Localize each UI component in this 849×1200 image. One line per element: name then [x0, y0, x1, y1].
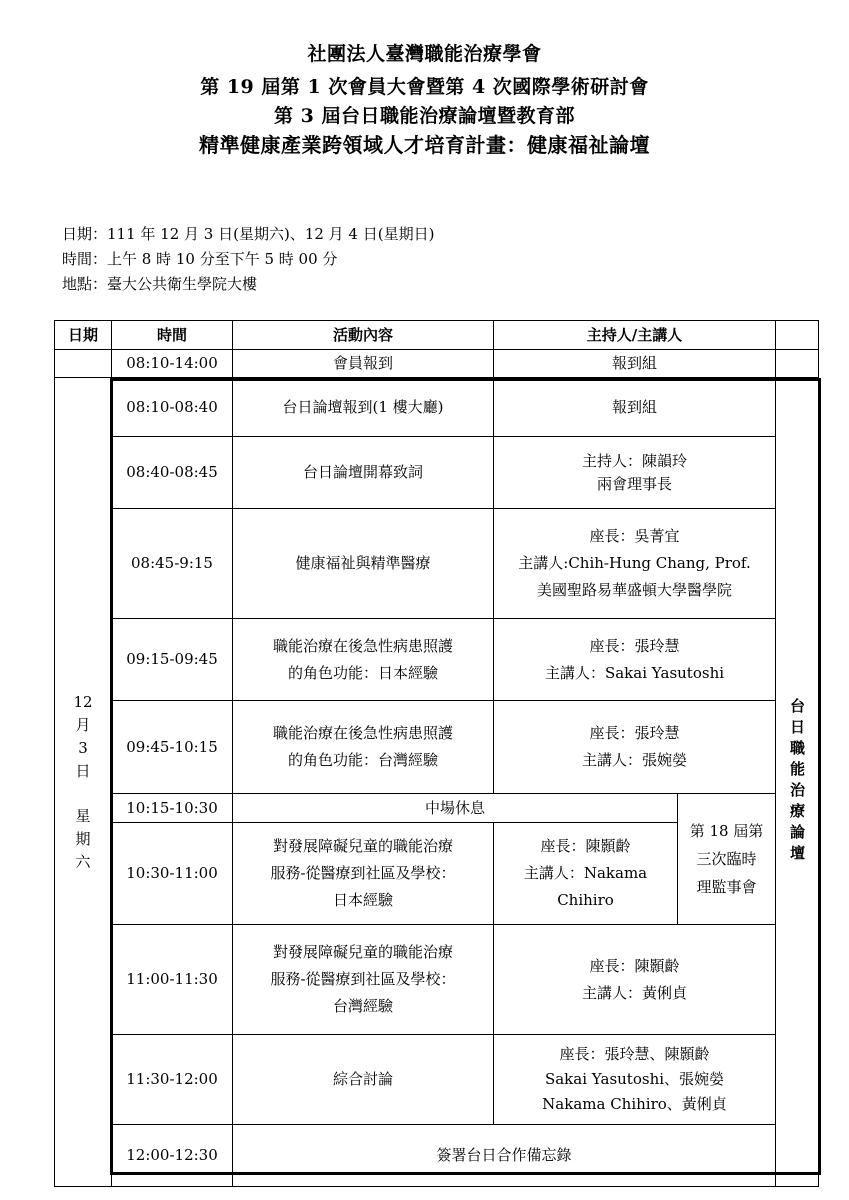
table-row [55, 437, 819, 509]
header-activity: 活動內容 [233, 321, 494, 350]
side-cell-blank [776, 350, 819, 378]
document-header [0, 40, 849, 160]
host-cell: 主持人：陳韻玲 兩會理事長 [494, 437, 776, 509]
table-row [55, 619, 819, 701]
event-meta [62, 222, 434, 297]
time-cell: 08:10-08:40 [112, 378, 233, 437]
event-title-1: 第 19 屆第 1 次會員大會暨第 4 次國際學術研討會 [200, 76, 649, 98]
activity-cell: 會員報到 [233, 350, 494, 378]
activity-cell: 綜合討論 [233, 1035, 494, 1125]
board-meeting-cell: 第 18 屆第 三次臨時 理監事會 [678, 794, 776, 925]
event-date: 日期：111 年 12 月 3 日(星期六)、12 月 4 日(星期日) [62, 225, 435, 243]
table-row [55, 925, 819, 1035]
activity-cell: 台日論壇開幕致詞 [233, 437, 494, 509]
date-cell-blank [55, 350, 112, 378]
table-row [55, 378, 819, 437]
header-date: 日期 [55, 321, 112, 350]
time-cell: 09:15-09:45 [112, 619, 233, 701]
forum-side-label: 台日職能治療論壇 [776, 378, 819, 1187]
activity-cell: 對發展障礙兒童的職能治療 服務-從醫療到社區及學校： 台灣經驗 [233, 925, 494, 1035]
event-title-2: 第 3 屆台日職能治療論壇暨教育部 [274, 105, 575, 127]
table-row [55, 701, 819, 794]
header-time: 時間 [112, 321, 233, 350]
org-title: 社團法人臺灣職能治療學會 [307, 43, 542, 65]
time-cell: 08:40-08:45 [112, 437, 233, 509]
table-row [55, 1035, 819, 1125]
table-row [55, 350, 819, 378]
time-cell: 11:30-12:00 [112, 1035, 233, 1125]
host-cell: 座長：張玲慧 主講人：張婉嫈 [494, 701, 776, 794]
host-cell: 座長：陳顥齡 主講人：黃俐貞 [494, 925, 776, 1035]
host-cell: 座長：吳菁宜 主講人:Chih-Hung Chang, Prof. 美國聖路易華盛頓大學醫學院 [494, 509, 776, 619]
schedule-table [54, 320, 819, 1187]
event-time: 時間：上午 8 時 10 分至下午 5 時 00 分 [62, 250, 338, 268]
time-cell: 08:45-9:15 [112, 509, 233, 619]
host-cell: 座長：張玲慧、陳顥齡 Sakai Yasutoshi、張婉嫈 Nakama Chihiro、黃俐貞 [494, 1035, 776, 1125]
time-cell: 12:00-12:30 [112, 1125, 233, 1187]
table-row [55, 509, 819, 619]
table-row [55, 1125, 819, 1187]
time-cell: 11:00-11:30 [112, 925, 233, 1035]
event-place: 地點：臺大公共衛生學院大樓 [62, 275, 258, 293]
activity-cell: 對發展障礙兒童的職能治療 服務-從醫療到社區及學校： 日本經驗 [233, 823, 494, 925]
event-title-3: 精準健康產業跨領域人才培育計畫：健康福祉論壇 [199, 133, 650, 157]
header-blank [776, 321, 819, 350]
table-row [55, 794, 819, 823]
date-label: 12 月 3 日 星 期 六 [55, 378, 112, 1187]
activity-cell: 健康福祉與精準醫療 [233, 509, 494, 619]
time-cell: 10:30-11:00 [112, 823, 233, 925]
activity-cell: 中場休息 [233, 794, 678, 823]
host-cell: 座長：張玲慧 主講人：Sakai Yasutoshi [494, 619, 776, 701]
activity-cell: 簽署台日合作備忘錄 [233, 1125, 776, 1187]
time-cell: 10:15-10:30 [112, 794, 233, 823]
page-margin-mark [54, 1168, 55, 1176]
header-host: 主持人/主講人 [494, 321, 776, 350]
host-cell: 座長：陳顥齡 主講人：Nakama Chihiro [494, 823, 678, 925]
activity-cell: 台日論壇報到(1 樓大廳) [233, 378, 494, 437]
host-cell: 報到組 [494, 378, 776, 437]
time-cell: 08:10-14:00 [112, 350, 233, 378]
activity-cell: 職能治療在後急性病患照護 的角色功能：日本經驗 [233, 619, 494, 701]
time-cell: 09:45-10:15 [112, 701, 233, 794]
host-cell: 報到組 [494, 350, 776, 378]
activity-cell: 職能治療在後急性病患照護 的角色功能：台灣經驗 [233, 701, 494, 794]
table-header-row [55, 321, 819, 350]
